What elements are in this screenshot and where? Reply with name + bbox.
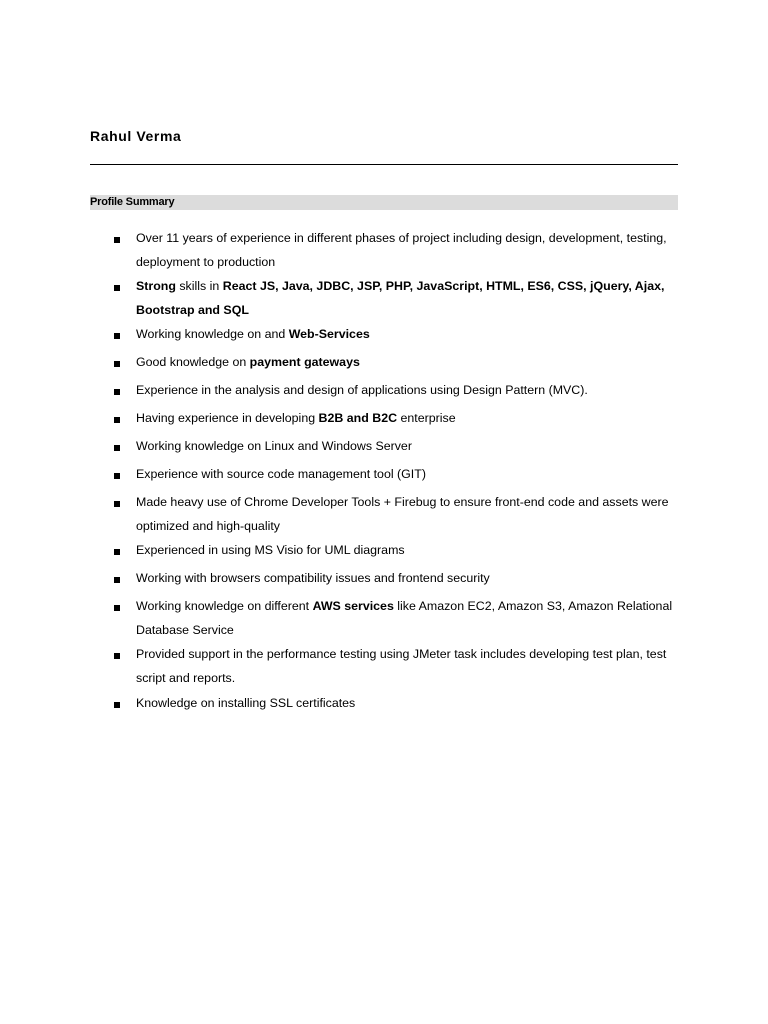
list-item-text	[136, 567, 681, 591]
square-bullet-icon	[114, 361, 120, 367]
text-run: Over 11 years of experience in different phases of project including design, development, testing, deployment to production	[136, 231, 667, 269]
bold-text-run: Web-Services	[288, 327, 370, 341]
text-run: Experience with source code management tool (GIT)	[136, 467, 426, 481]
list-item-text	[136, 227, 681, 274]
section-title: Profile Summary	[90, 196, 175, 208]
bold-text-run: Strong	[136, 279, 176, 293]
square-bullet-icon	[114, 473, 120, 479]
list-item-text	[136, 351, 681, 375]
square-bullet-icon	[114, 285, 120, 291]
text-run: like Amazon EC2, Amazon S3, Amazon Relational Database Service	[136, 599, 673, 637]
text-run: enterprise	[397, 411, 456, 425]
square-bullet-icon	[114, 445, 120, 451]
list-item-text	[136, 643, 681, 690]
text-run: Working knowledge on different	[136, 599, 313, 613]
list-item-text	[136, 379, 681, 403]
square-bullet-icon	[114, 577, 120, 583]
square-bullet-icon	[114, 389, 120, 395]
square-bullet-icon	[114, 417, 120, 423]
square-bullet-icon	[114, 501, 120, 507]
square-bullet-icon	[114, 653, 120, 659]
text-run: Provided support in the performance testing using JMeter task includes developing test plan, test script and reports.	[136, 647, 667, 685]
list-item-text	[136, 692, 681, 716]
list-item-text	[136, 275, 681, 322]
bold-text-run: B2B and B2C	[318, 411, 398, 425]
text-run: Experienced in using MS Visio for UML diagrams	[136, 543, 405, 557]
text-run: Working knowledge on and	[136, 327, 289, 341]
text-run: Experience in the analysis and design of applications using Design Pattern (MVC).	[136, 383, 588, 397]
candidate-name: Rahul Verma	[90, 128, 182, 144]
square-bullet-icon	[114, 605, 120, 611]
text-run: Knowledge on installing SSL certificates	[136, 696, 356, 710]
list-item-text	[136, 491, 681, 538]
list-item-text	[136, 595, 681, 642]
text-run: Working with browsers compatibility issues and frontend security	[136, 571, 490, 585]
text-run: Good knowledge on	[136, 355, 250, 369]
text-run: Made heavy use of Chrome Developer Tools + Firebug to ensure front-end code and assets were optimized and high-quality	[136, 495, 669, 533]
list-item-text	[136, 407, 681, 431]
text-run: Having experience in developing	[136, 411, 319, 425]
text-run: skills in	[175, 279, 223, 293]
square-bullet-icon	[114, 237, 120, 243]
section-header-bar	[90, 195, 678, 210]
text-run: Working knowledge on Linux and Windows Server	[136, 439, 412, 453]
list-item-text	[136, 539, 681, 563]
header-divider	[90, 164, 678, 165]
square-bullet-icon	[114, 333, 120, 339]
list-item-text	[136, 463, 681, 487]
bold-text-run: payment gateways	[249, 355, 360, 369]
list-item-text	[136, 323, 681, 347]
square-bullet-icon	[114, 702, 120, 708]
list-item-text	[136, 435, 681, 459]
bold-text-run: React JS, Java, JDBC, JSP, PHP, JavaScript, HTML, ES6, CSS, jQuery, Ajax, Bootstrap and SQL	[136, 279, 665, 317]
bold-text-run: AWS services	[312, 599, 394, 613]
square-bullet-icon	[114, 549, 120, 555]
